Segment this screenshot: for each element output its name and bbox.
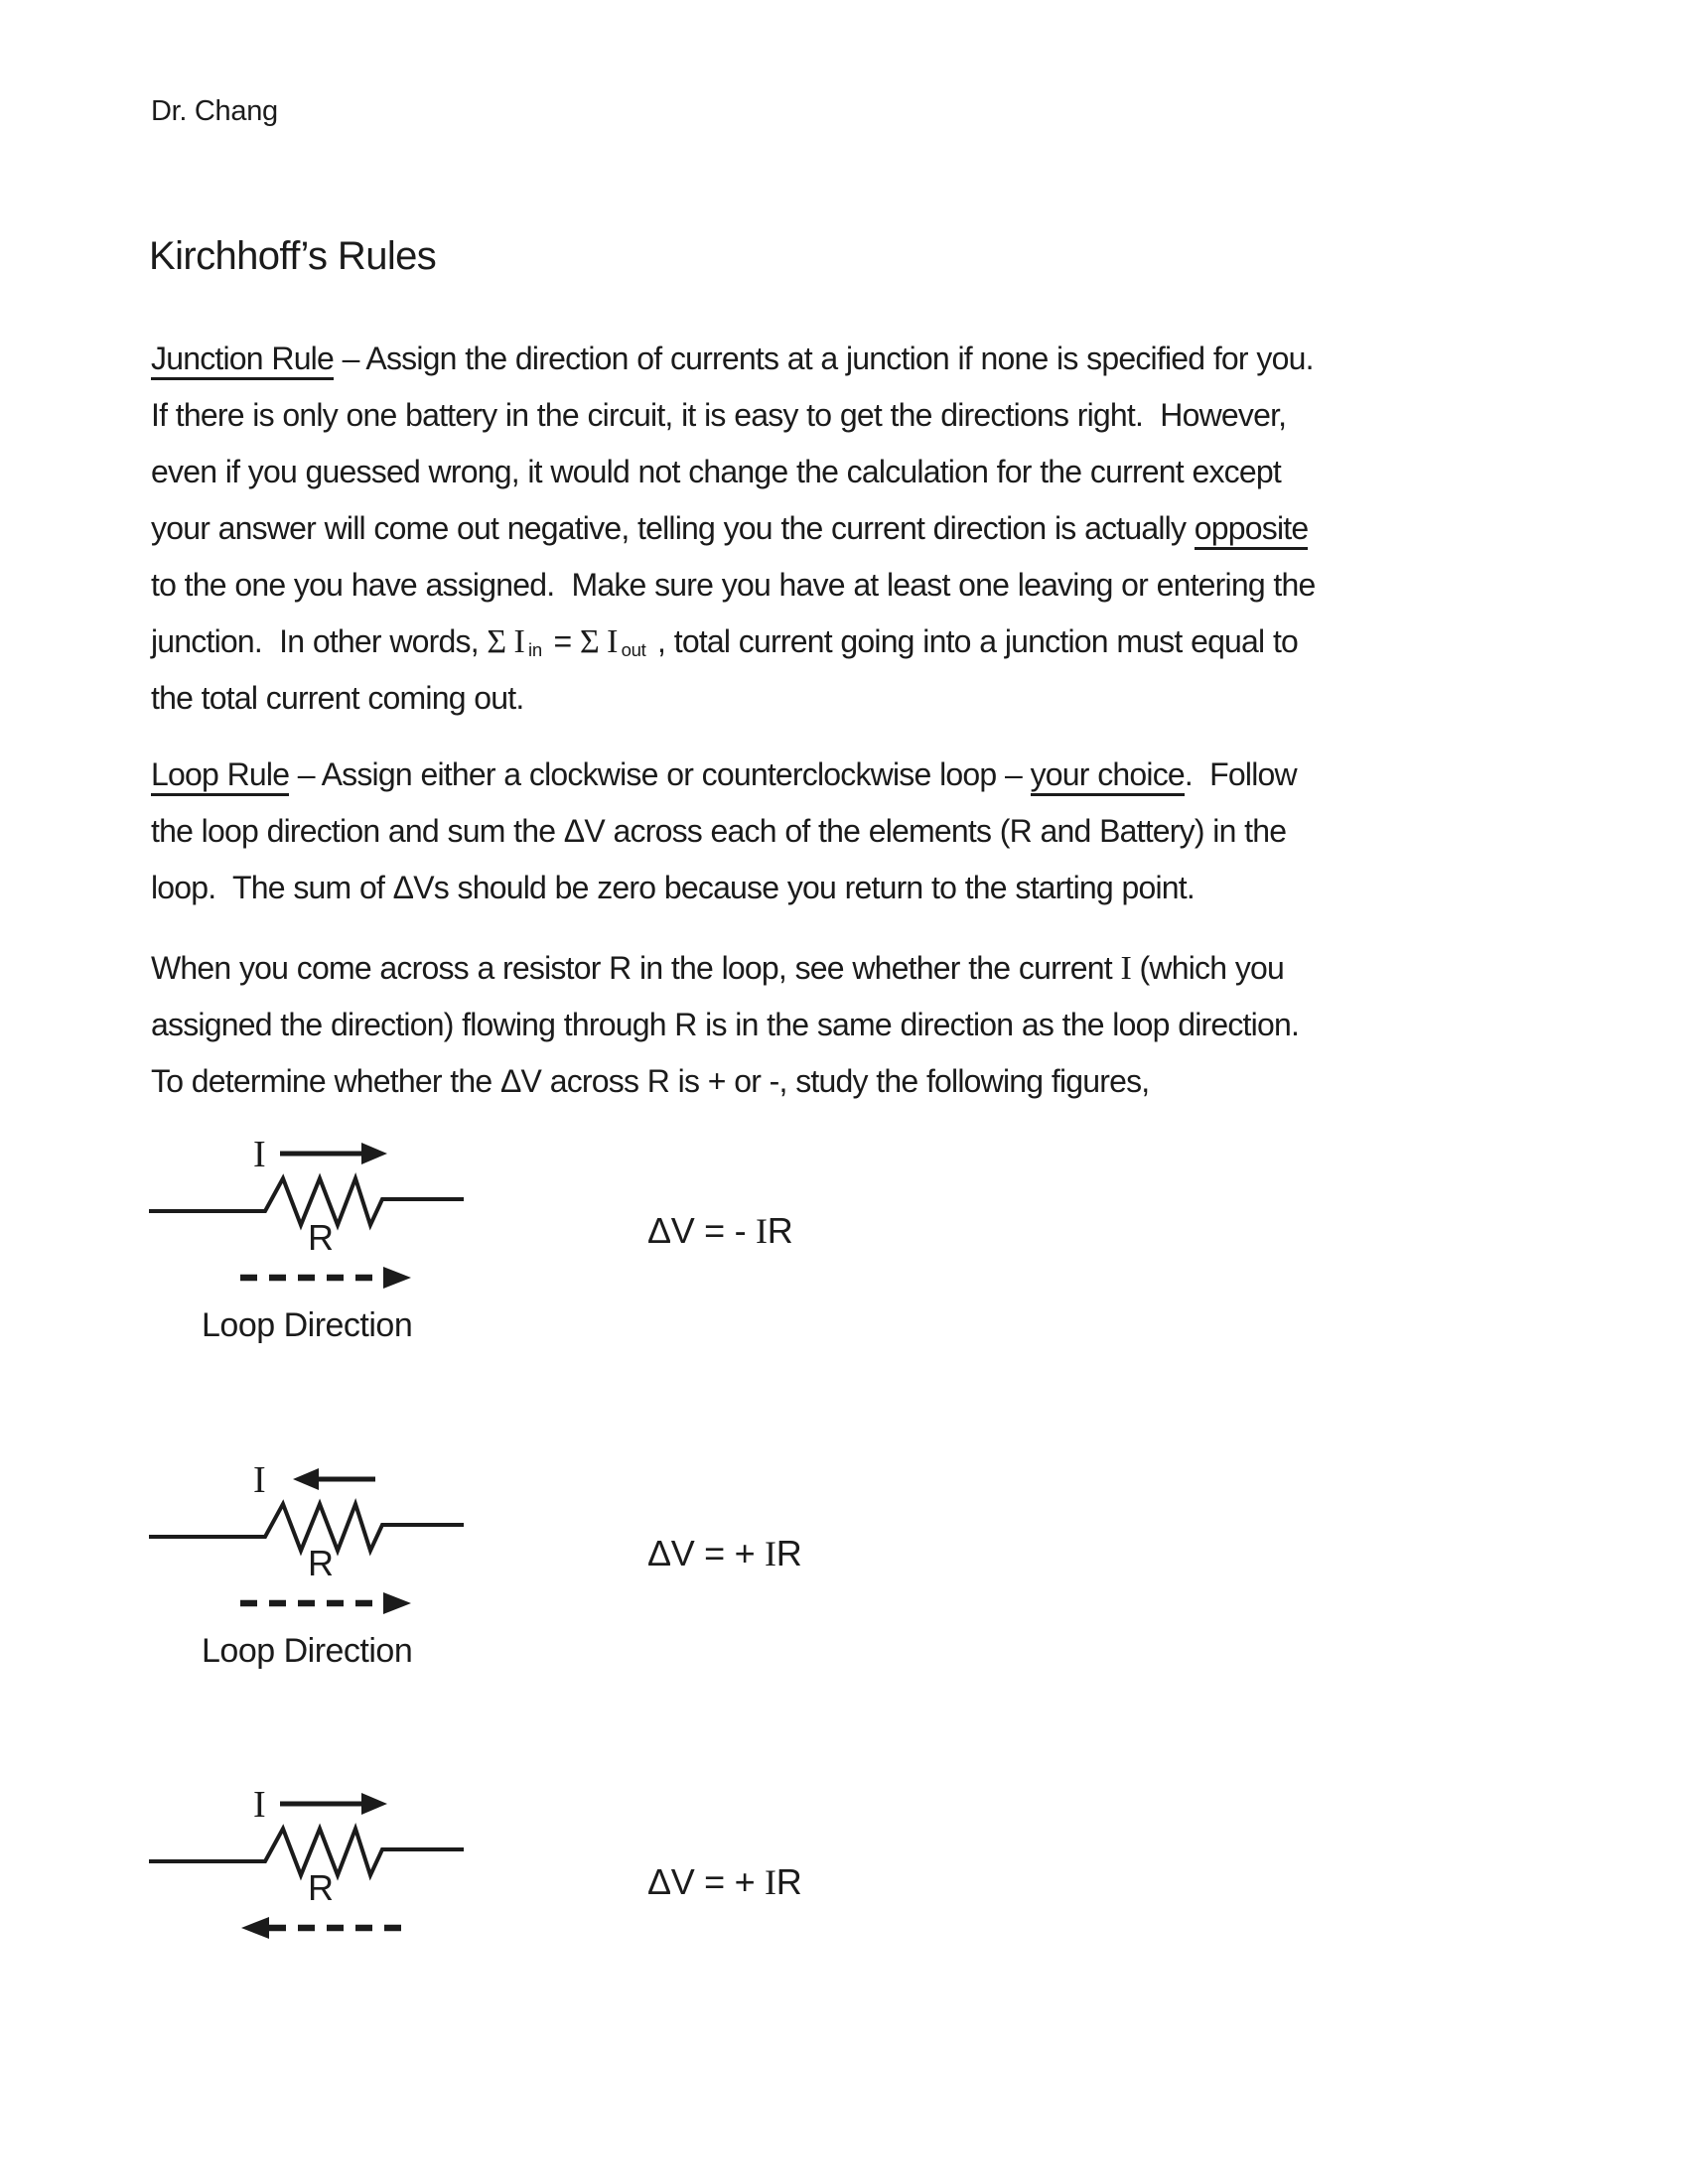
author-line: Dr. Chang (151, 95, 278, 127)
text-line (151, 670, 1316, 727)
text-line (151, 1053, 1299, 1110)
text-segment: – Assign the direction of currents at a junction if none is specified for you. (334, 341, 1314, 376)
current-arrow-icon (293, 1468, 375, 1490)
text-segment: the loop direction and sum the ΔV across each of the elements (R and Battery) in the (151, 813, 1287, 849)
underlined-text: Loop Rule (151, 756, 289, 796)
loop-direction-label: Loop Direction (202, 1632, 413, 1670)
resistor-label: R (308, 1543, 334, 1583)
loop-direction-label: Loop Direction (202, 1306, 413, 1344)
page-title: Kirchhoff’s Rules (149, 234, 437, 278)
text-line (151, 803, 1297, 860)
text-line (151, 331, 1316, 387)
resistor-label: R (308, 1217, 334, 1258)
paragraph (151, 940, 1299, 1110)
text-segment: even if you guessed wrong, it would not change the calculation for the current except (151, 454, 1281, 489)
current-arrow-icon (280, 1793, 387, 1815)
text-segment: When you come across a resistor R in the loop, see whether the current (151, 950, 1121, 986)
paragraph (151, 747, 1297, 916)
equation-segment: I (755, 1211, 768, 1251)
equation-segment: ΔV = - (647, 1210, 756, 1251)
text-line (151, 860, 1297, 916)
text-segment: to the one you have assigned. Make sure you have at least one leaving or entering the (151, 567, 1316, 603)
text-segment: I (1120, 950, 1131, 987)
loop-direction-arrow-icon (240, 1592, 411, 1614)
underlined-text: opposite (1195, 510, 1309, 550)
text-segment: (which you (1130, 950, 1285, 986)
equation-segment: I (765, 1534, 776, 1573)
equation-segment: R (775, 1533, 802, 1573)
equation-segment: R (775, 1861, 802, 1902)
equation-segment: R (767, 1210, 793, 1251)
text-line (151, 444, 1316, 500)
text-line (151, 747, 1297, 803)
equation-segment: I (765, 1862, 776, 1902)
loop-direction-arrow-icon (241, 1917, 402, 1939)
resistor-symbol (149, 1829, 464, 1875)
subscript-text: in (528, 639, 542, 661)
resistor-symbol (149, 1504, 464, 1551)
text-line (151, 557, 1316, 614)
equation-segment: ΔV = + (647, 1533, 766, 1573)
equation-segment: ΔV = + (647, 1861, 766, 1902)
current-label: I (253, 1459, 266, 1501)
text-segment: loop. The sum of ΔVs should be zero because you return to the starting point. (151, 870, 1195, 905)
loop-direction-arrow-icon (240, 1267, 411, 1289)
text-segment: = (544, 623, 580, 659)
text-line (151, 940, 1299, 997)
text-segment: Σ I (487, 623, 525, 660)
text-segment: , total current going into a junction must equal to (648, 623, 1299, 659)
current-label: I (253, 1784, 266, 1826)
text-segment: junction. In other words, (151, 623, 488, 659)
circuit-figure (129, 1772, 705, 2005)
text-segment: To determine whether the ΔV across R is + or -, study the following figures, (151, 1063, 1150, 1099)
circuit-diagram (129, 1122, 705, 1355)
resistor-symbol (149, 1178, 464, 1225)
text-segment: Σ I (579, 623, 618, 660)
text-segment: – Assign either a clockwise or counterclockwise loop – (289, 756, 1031, 792)
text-segment: the total current coming out. (151, 680, 524, 716)
paragraph (151, 331, 1316, 727)
circuit-diagram (129, 1772, 705, 2005)
voltage-equation (647, 1209, 792, 1253)
circuit-diagram (129, 1447, 705, 1681)
resistor-label: R (308, 1867, 334, 1908)
text-line (151, 614, 1316, 670)
subscript-text: out (621, 639, 646, 661)
circuit-figure (129, 1447, 705, 1681)
voltage-equation (647, 1532, 801, 1575)
circuit-figure (129, 1122, 705, 1355)
text-line (151, 387, 1316, 444)
underlined-text: your choice (1031, 756, 1185, 796)
text-line (151, 500, 1316, 557)
text-segment: If there is only one battery in the circuit, it is easy to get the directions right. However, (151, 397, 1287, 433)
text-segment: assigned the direction) flowing through R is in the same direction as the loop direction. (151, 1007, 1300, 1042)
voltage-equation (647, 1860, 801, 1904)
text-line (151, 997, 1299, 1053)
text-segment: . Follow (1184, 756, 1297, 792)
current-arrow-icon (280, 1143, 387, 1164)
text-segment: your answer will come out negative, telling you the current direction is actually (151, 510, 1195, 546)
underlined-text: Junction Rule (151, 341, 334, 380)
current-label: I (253, 1134, 266, 1175)
